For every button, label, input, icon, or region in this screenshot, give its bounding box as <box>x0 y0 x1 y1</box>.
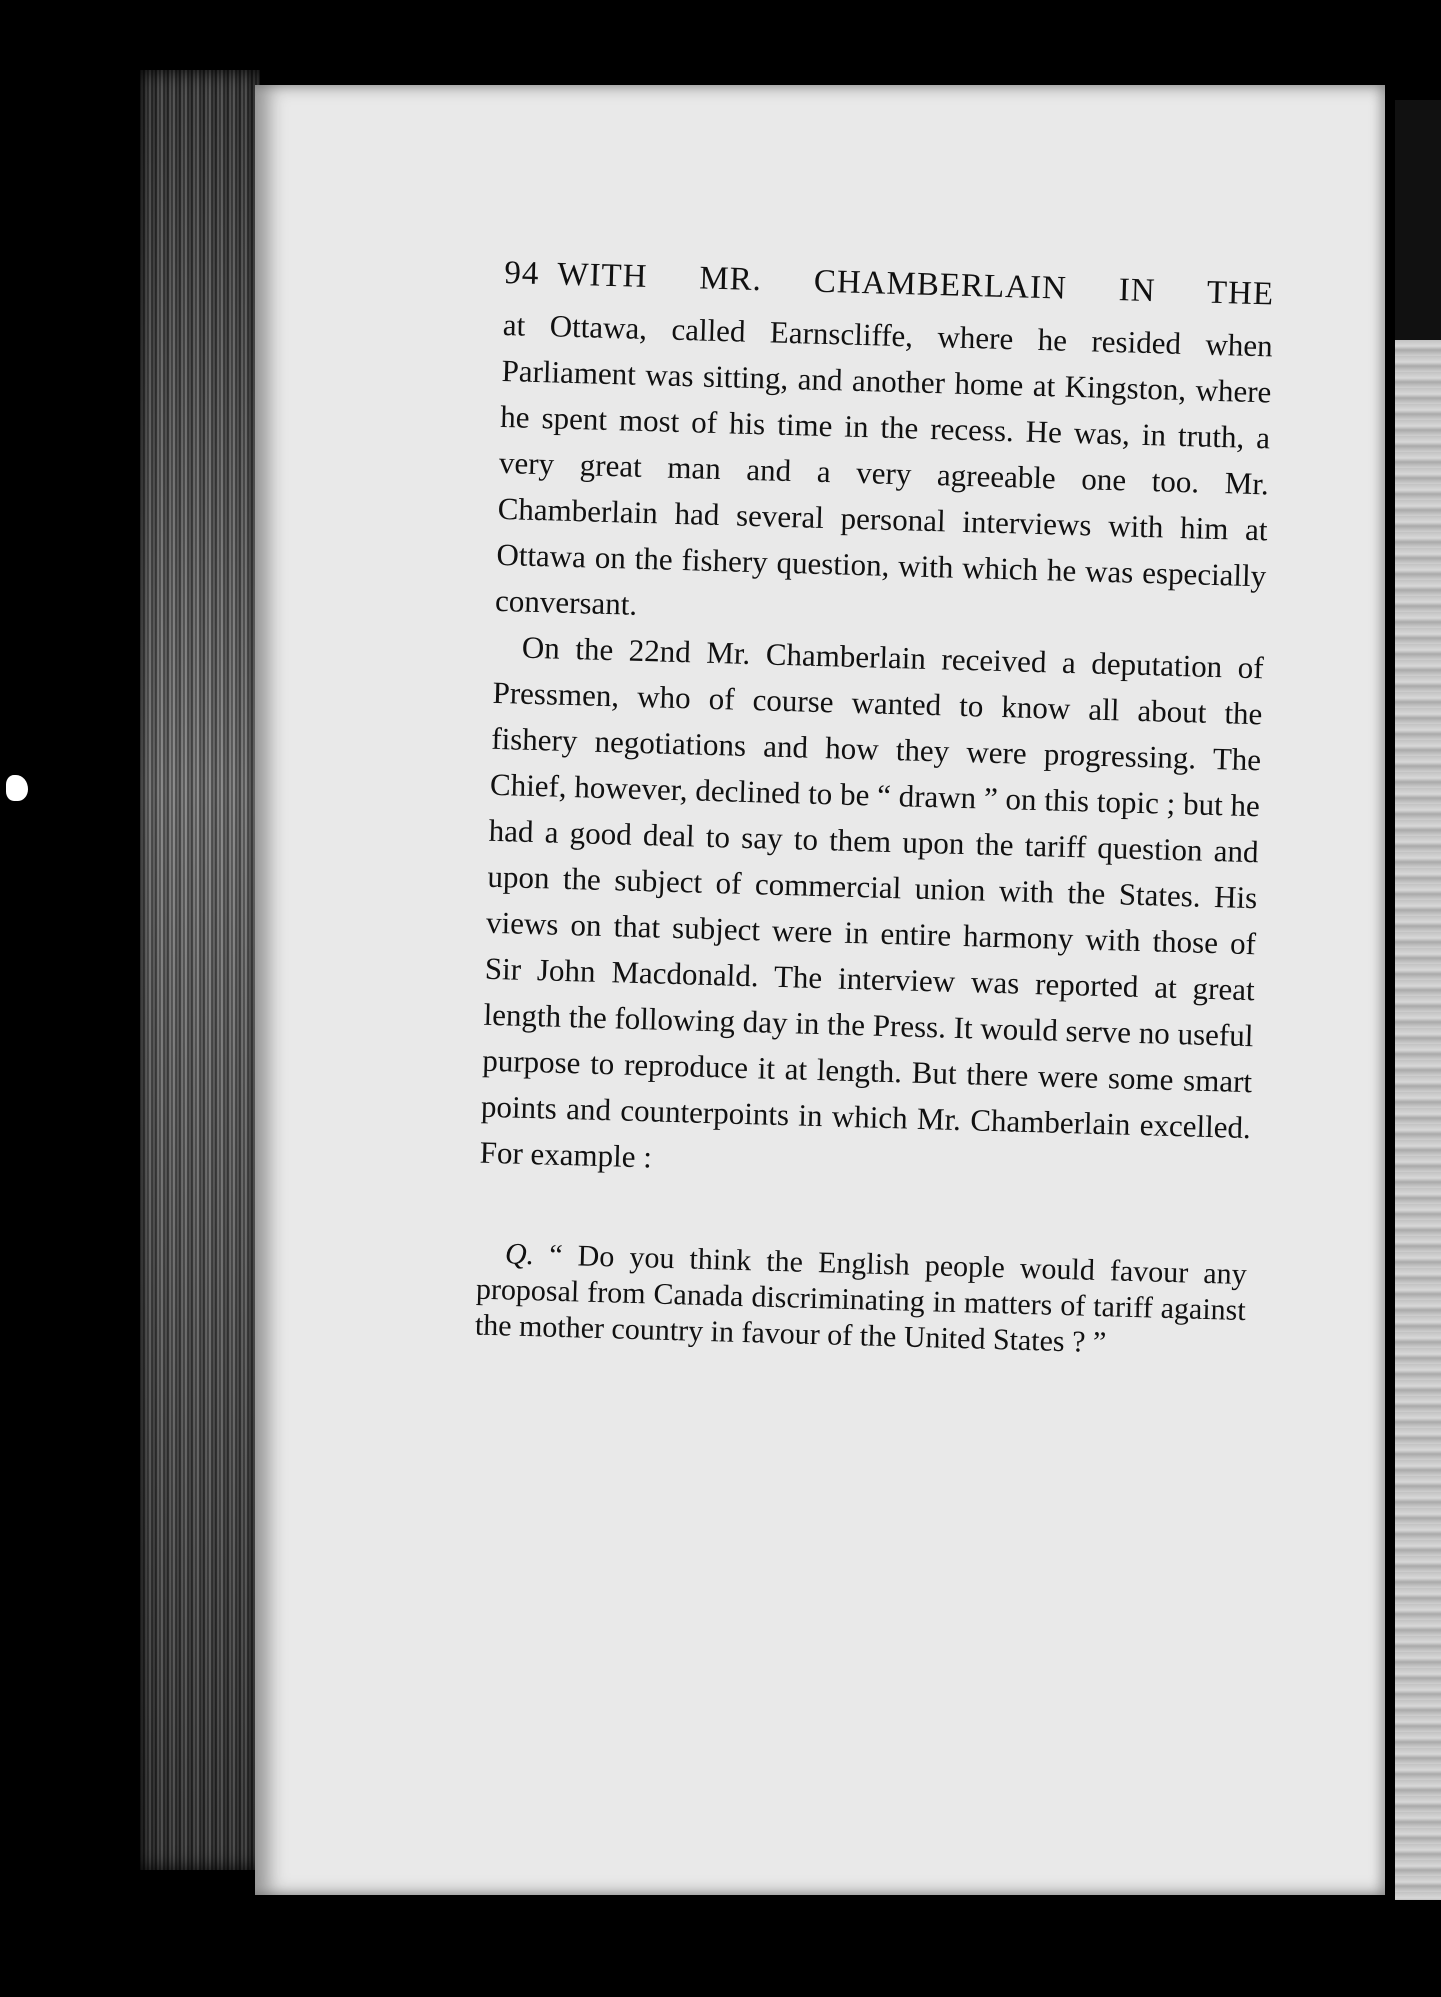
question-label: Q. <box>504 1237 535 1272</box>
paragraph-1: at Ottawa, called Earnscliffe, where he resided when Parliament was sitting, and another home at Kingston, where he spent most of his time in the recess. He was, in truth, a very great man and a very agreeable one too. Mr. Chamberlain had several personal interviews with him at Ottawa on the fishery question, with which he was especially conversant. <box>494 306 1274 622</box>
scan-artifact <box>6 775 28 801</box>
book-page-edges <box>140 70 260 1870</box>
question-text: “ Do you think the English people would favour any proposal from Canada discriminating in matters of tariff against the mother country in favour of the United States ? ” <box>474 1238 1248 1360</box>
facing-page-shadow <box>1395 100 1441 340</box>
question-quote <box>474 1236 1247 1365</box>
page-text <box>474 250 1274 1365</box>
facing-page-edge <box>1395 100 1441 1900</box>
page-number: 94 <box>503 254 540 292</box>
running-title: WITH MR. CHAMBERLAIN IN THE <box>556 256 1275 313</box>
paragraph-2: On the 22nd Mr. Chamberlain received a deputation of Pressmen, who of course wanted to know all about the fishery negotiations and how they were progressing. The Chief, however, declined to be “ drawn ” on this topic ; but he had a good deal to say to them upon the tariff question and upon the subject of commercial union with the States. His views on that subject were in entire harmony with those of Sir John Macdonald. The interview was reported at great length the following day in the Press. It would serve no useful purpose to reproduce it at length. But there were some smart points and counterpoints in which Mr. Chamberlain excelled. For example : <box>479 629 1265 1175</box>
